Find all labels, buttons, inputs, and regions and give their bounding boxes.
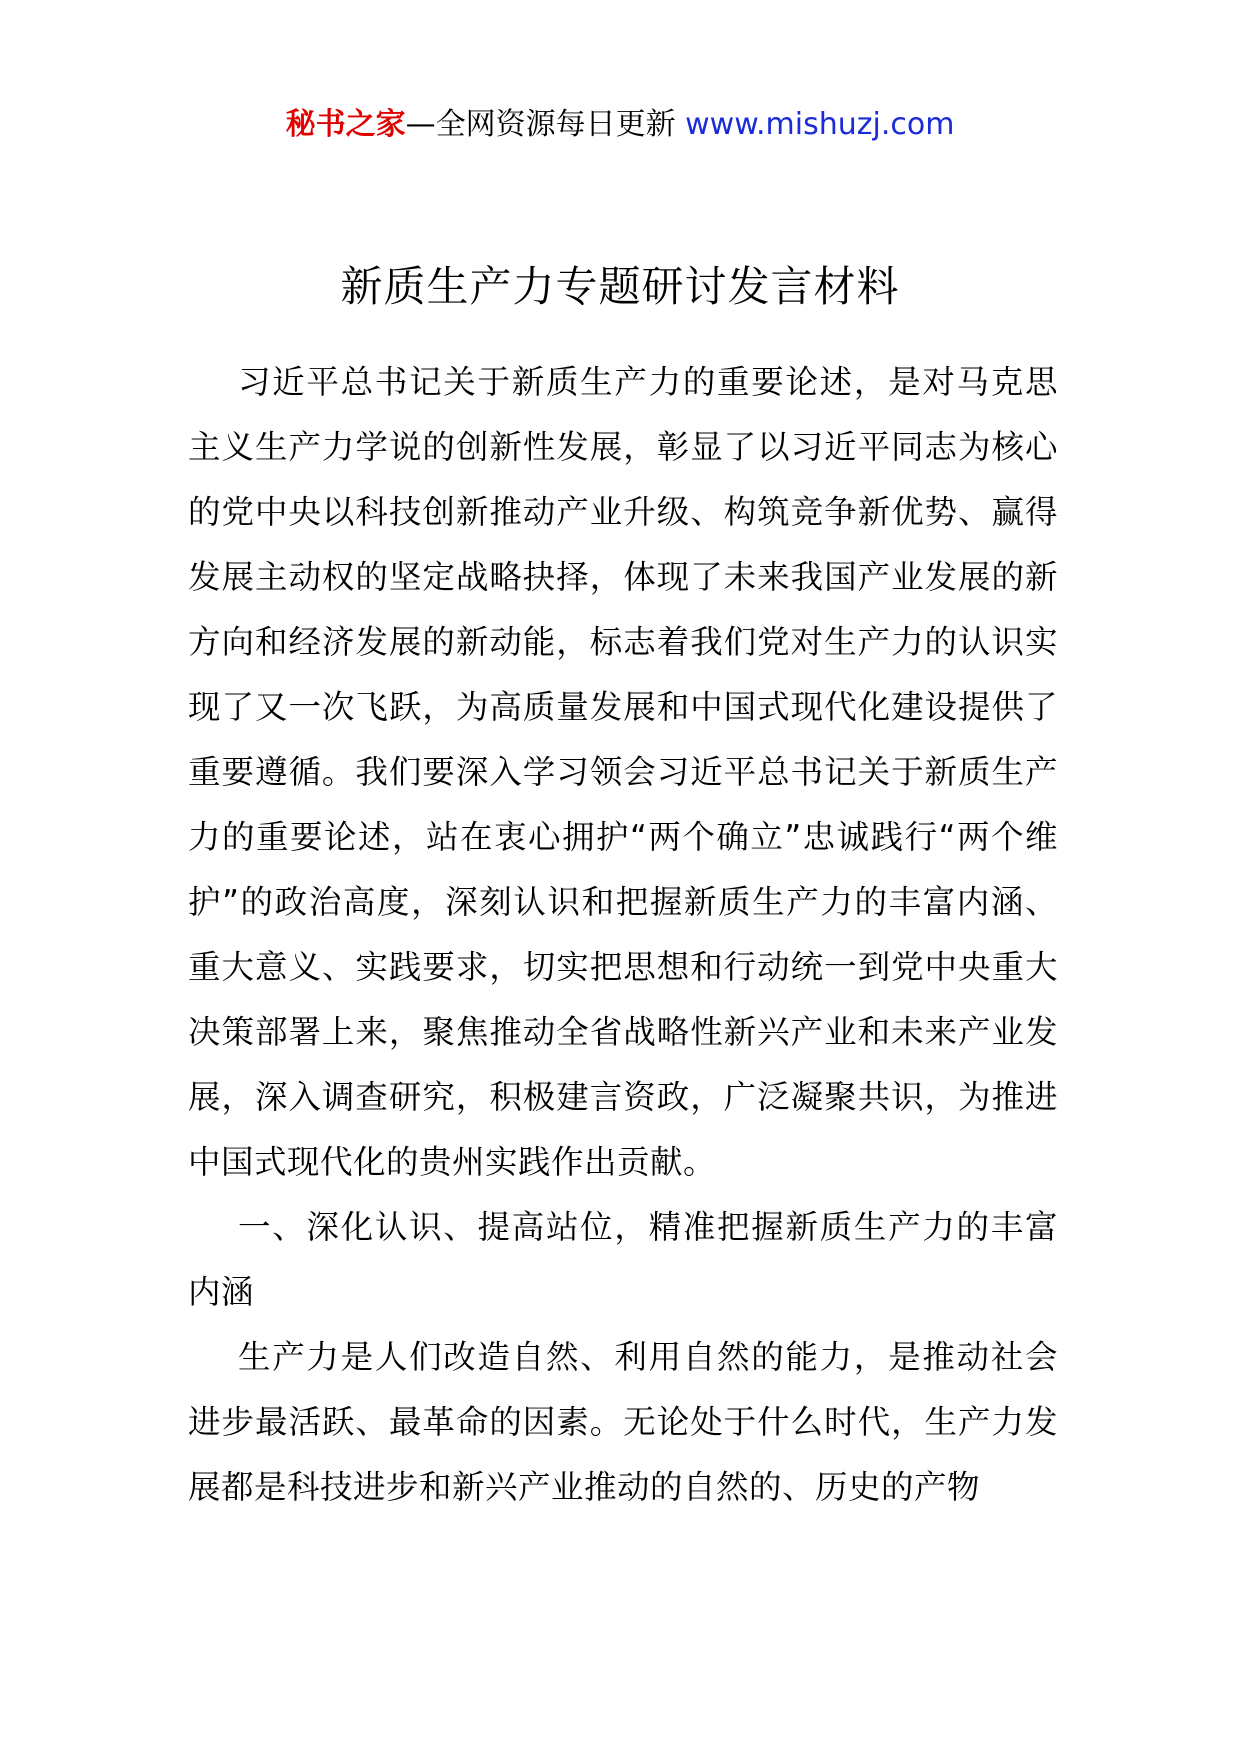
brand-name: 秘书之家: [285, 107, 406, 142]
site-header: [0, 100, 1240, 150]
header-slogan: —全网资源每日更新: [405, 107, 686, 142]
paragraph-intro: 习近平总书记关于新质生产力的重要论述，是对马克思主义生产力学说的创新性发展，彰显了以习近平同志为核心的党中央以科技创新推动产业升级、构筑竞争新优势、赢得发展主动权的坚定战略抉择，体现了未来我国产业发展的新方向和经济发展的新动能，标志着我们党对生产力的认识实现了又一次飞跃，为高质量发展和中国式现代化建设提供了重要遵循。我们要深入学习领会习近平总书记关于新质生产力的重要论述，站在衷心拥护“两个确立”忠诚践行“两个维护”的政治高度，深刻认识和把握新质生产力的丰富内涵、重大意义、实践要求，切实把思想和行动统一到党中央重大决策部署上来，聚焦推动全省战略性新兴产业和未来产业发展，深入调查研究，积极建言资政，广泛凝聚共识，为推进中国式现代化的贵州实践作出贡献。: [188, 363, 1058, 1181]
paragraph-section-1: 生产力是人们改造自然、利用自然的能力，是推动社会进步最活跃、最革命的因素。无论处于什么时代，生产力发展都是科技进步和新兴产业推动的自然的、历史的产物: [188, 1338, 1058, 1506]
site-url-link[interactable]: www.mishuzj.com: [685, 107, 955, 142]
document-title: 新质生产力专题研讨发言材料: [340, 262, 900, 311]
document-body: [188, 350, 1058, 1520]
section-heading-1: 一、深化认识、提高站位，精准把握新质生产力的丰富内涵: [188, 1208, 1058, 1311]
